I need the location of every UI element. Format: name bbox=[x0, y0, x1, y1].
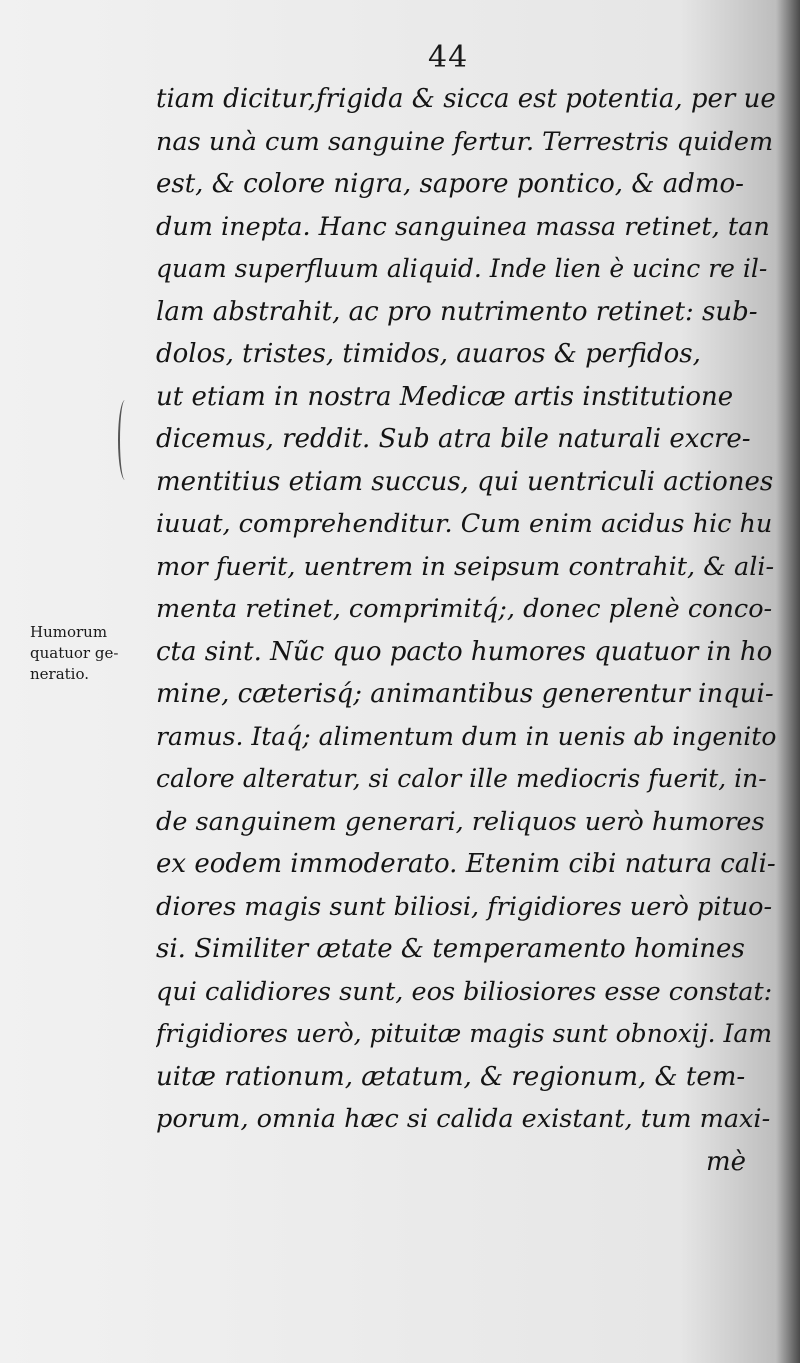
page-number: 44 bbox=[428, 40, 469, 75]
text-line: mine, cæterisq́; animantibus generentur inqui- bbox=[156, 679, 774, 709]
marginal-note bbox=[30, 622, 154, 685]
text-line: menta retinet, comprimitq́;, donec plenè conco- bbox=[156, 594, 773, 624]
text-line: dolos, tristes, timidos, auaros & perfidos, bbox=[156, 339, 701, 369]
marginal-note-line: Humorum bbox=[30, 623, 108, 641]
text-line: mentitius etiam succus, qui uentriculi actiones bbox=[156, 466, 774, 497]
text-line: porum, omnia hæc si calida existant, tum maxi- bbox=[156, 1104, 771, 1134]
marginal-note-line: neratio. bbox=[30, 665, 90, 683]
text-line: cta sint. Nũc quo pacto humores quatuor in ho bbox=[156, 636, 773, 667]
text-line: qui calidiores sunt, eos biliosiores esse constat: bbox=[156, 976, 773, 1007]
text-line: de sanguinem generari, reliquos uerò humores bbox=[156, 806, 765, 837]
text-line: ex eodem immoderato. Etenim cibi natura cali- bbox=[156, 849, 776, 879]
text-line: tiam dicitur,frigida & sicca est potentia, per ue bbox=[156, 84, 776, 114]
text-line: quam superfluum aliquid. Inde lien è ucinc re il- bbox=[156, 254, 768, 283]
body-text bbox=[156, 78, 776, 1183]
text-line: nas unà cum sanguine fertur. Terrestris quidem bbox=[156, 126, 774, 157]
text-line: lam abstrahit, ac pro nutrimento retinet: sub- bbox=[156, 296, 758, 327]
text-line: frigidiores uerò, pituitæ magis sunt obnoxij. Iam bbox=[156, 1019, 773, 1048]
text-line: calore alteratur, si calor ille mediocris fuerit, in- bbox=[156, 764, 767, 793]
text-line: ramus. Itaq́; alimentum dum in uenis ab ingenito bbox=[156, 721, 776, 751]
text-line: mor fuerit, uentrem in seipsum contrahit, & ali- bbox=[156, 551, 775, 582]
text-line: si. Similiter ætate & temperamento homines bbox=[156, 934, 745, 964]
text-line: diores magis sunt biliosi, frigidiores uerò pituo- bbox=[156, 891, 773, 922]
catchword: mè bbox=[705, 1146, 746, 1177]
margin-bracket-mark bbox=[118, 400, 132, 480]
marginal-note-line: quatuor ge- bbox=[30, 644, 119, 662]
text-line: uitæ rationum, ætatum, & regionum, & tem- bbox=[156, 1061, 746, 1092]
text-line: ut etiam in nostra Medicæ artis institutione bbox=[156, 381, 734, 412]
text-line: iuuat, comprehenditur. Cum enim acidus hic hu bbox=[156, 509, 773, 539]
text-line: dum inepta. Hanc sanguinea massa retinet, tan bbox=[156, 211, 770, 242]
text-line: est, & colore nigra, sapore pontico, & admo- bbox=[156, 169, 744, 199]
text-line: dicemus, reddit. Sub atra bile naturali excre- bbox=[156, 424, 751, 454]
